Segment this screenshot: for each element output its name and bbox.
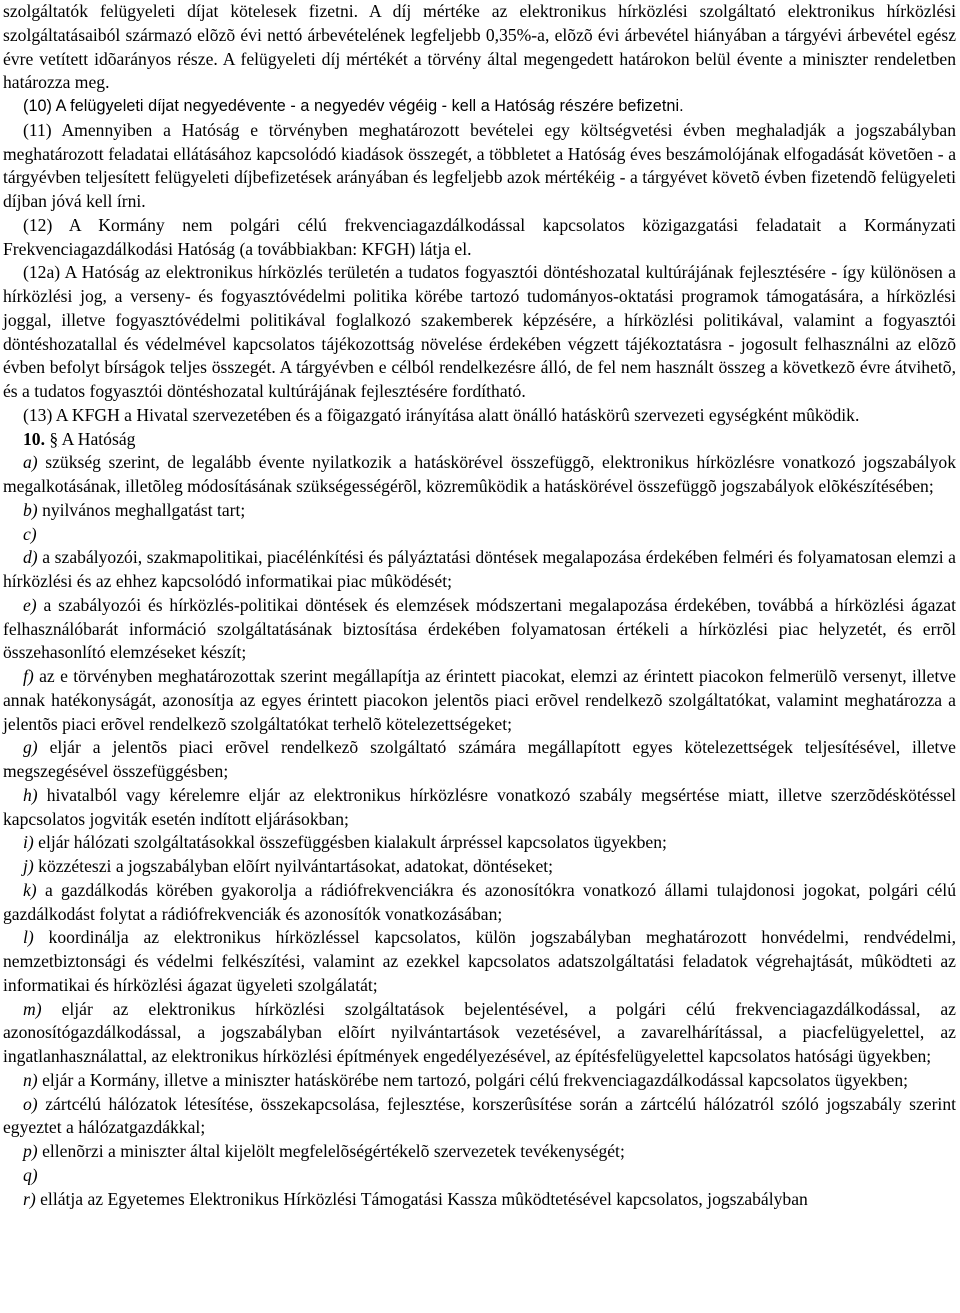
list-item-o [3,1093,956,1141]
item-letter: m) [23,998,42,1019]
item-text: koordinálja az elektronikus hírközléssel kapcsolatos, külön jogszabályban meghatározott honvédelmi, rendvédelmi, nemzetbiztonsági és védelmi felkészítési, valamint az ezekkel kapcsolatos adatszolgáltatási feladatok végrehajtását, mûködteti az informatikai és hírközlési ágazat ügyeleti szolgálatát; [3,927,956,995]
section-title: A Hatóság [61,428,136,449]
section-number: 10. [23,428,45,449]
item-letter: k) [23,879,37,900]
paragraph-11: (11) Amennyiben a Hatóság e törvényben meghatározott bevételei egy költségvetési évben meghaladják a jogszabályban meghatározott feladatai ellátásához kapcsolódó kiadások összegét, a többletet a Hatóság éves beszámolójának elfogadását követõen - a tárgyévben teljesített felügyeleti díjbefizetések arányában és legfeljebb azok mértékéig - a tárgyévet követõ évben fizetendõ felügyeleti díjban jóvá kell írni. [3,119,956,211]
item-text: eljár az elektronikus hírközlési szolgáltatások bejelentésével, a polgári célú frekvenciagazdálkodással, az azonosítógazdálkodással, a jogszabályban elõírt nyilvántartások vezetésével, a zavarelhárítással, a piacfelügyelettel, az ingatlanhasználattal, az elektronikus hírközlési építmények engedélyezésével, az építésfelügyelettel kapcsolatos hatósági ügyekben; [3,998,956,1066]
item-letter: c) [23,523,37,544]
list-item-k [3,879,956,927]
item-letter: i) [23,832,34,853]
item-letter: r) [23,1188,36,1209]
item-letter: o) [23,1093,38,1114]
item-letter: l) [23,927,34,948]
paragraph-continuation: szolgáltatók felügyeleti díjat kötelesek fizetni. A díj mértéke az elektronikus hírközlési szolgáltató elektronikus hírközlési szolgáltatásaiból származó elõzõ évi nettó árbevételének legfeljebb 0,35%-a, elõzõ évi árbevétel hiányában a tárgyévi árbevétel egész évre vetített idõarányos része. A felügyeleti díj mértékét a törvény által megengedett határokon belül évente a miniszter rendeletben határozza meg. [3,1,956,93]
item-text: közzéteszi a jogszabályban elõírt nyilvántartásokat, adatokat, döntéseket; [38,856,554,876]
item-letter: n) [23,1069,38,1090]
list-item-g [3,736,956,784]
list-item-d [3,546,956,594]
paragraph-10: (10) A felügyeleti díjat negyedévente - a negyedév végéig - kell a Hatóság részére befizetni. [23,97,684,115]
item-letter: q) [23,1164,38,1185]
item-text: zártcélú hálózatok létesítése, összekapcsolása, fejlesztése, korszerûsítése során a zártcélú hálózatról szóló jogszabály szerint egyeztet a hálózatgazdákkal; [3,1093,957,1138]
item-text: eljár hálózati szolgáltatásokkal összefüggésben kialakult árpréssel kapcsolatos ügyekben; [38,832,667,853]
list-item-h [3,784,956,832]
item-text: nyilvános meghallgatást tart; [42,499,246,520]
item-letter: h) [23,784,38,805]
list-item-f [3,665,956,736]
list-item-p [3,1140,956,1164]
list-item-b [3,499,956,523]
list-item-a [3,451,956,499]
item-text: eljár a Kormány, illetve a miniszter hatáskörébe nem tartozó, polgári célú frekvenciagazdálkodással kapcsolatos ügyekben; [42,1069,909,1090]
item-text: eljár a jelentõs piaci erõvel rendelkezõ szolgáltató számára megállapított egyes kötelezettségek teljesítésével, illetve megszegésével összefüggésben; [3,737,956,781]
list-item-q [3,1164,956,1188]
list-item-r [3,1188,956,1212]
section-heading [3,428,956,452]
paragraph-12a: (12a) A Hatóság az elektronikus hírközlés területén a tudatos fogyasztói döntéshozatal kultúrájának fejlesztésére - így különösen a hírközlési jog, a verseny- és fogyasztóvédelmi politika körébe tartozó tudományos-oktatási programok támogatására, a hírközlési joggal, illetve fogyasztóvédelmi politikával foglalkozó szakemberek képzésére, a hírközlési politikával, valamint a fogyasztói döntéshozatallal és védelmével kapcsolatos tájékozottság növelése érdekében végzett tájékoztatásra - jogosult felhasználni az elõzõ évben befolyt bírságok teljes összegét. A tárgyévben e célból rendelkezésre álló, de fel nem használt összeg a következõ évre átvihetõ, és a tudatos fogyasztói döntéshozatal kultúrájának fejlesztésére fordítható. [3,262,956,401]
item-text: a gazdálkodás körében gyakorolja a rádiófrekvenciákra és azonosítókra vonatkozó állami tulajdonosi jogokat, polgári célú gazdálkodást folytat a rádiófrekvenciák és azonosítók vonatkozásában; [3,879,956,924]
item-text: a szabályozói, szakmapolitikai, piacélénkítési és pályáztatási döntések megalapozása érdekében felméri és folyamatosan elemzi a hírközlési és az ehhez kapcsolódó informatikai piac mûködését; [3,547,956,591]
paragraph-13: (13) A KFGH a Hivatal szervezetében és a fõigazgató irányítása alatt önálló hatáskörû szervezeti egységként mûködik. [23,404,860,425]
item-text: az e törvényben meghatározottak szerint megállapítja az érintett piacokat, elemzi az érintett piacokon felmerülõ versenyt, illetve annak hatékonyságát, azonosítja az egyes érintett piacokon jelentõs piaci erõvel rendelkezõ szolgáltatókat, valamint meghatározza a jelentõs piaci erõvel rendelkezõ szolgáltatókat terhelõ kötelezettségeket; [3,666,956,734]
item-letter: b) [23,499,38,520]
item-letter: p) [23,1141,38,1161]
paragraph-12: (12) A Kormány nem polgári célú frekvenciagazdálkodással kapcsolatos közigazgatási feladatait a Kormányzati Frekvenciagazdálkodási Hatóság (a továbbiakban: KFGH) látja el. [3,214,956,259]
item-text: hivatalból vagy kérelemre eljár az elektronikus hírközlésre vonatkozó szabály megsértése miatt, illetve szerzõdéskötéssel kapcsolatos jogviták esetén indított eljárásokban; [3,784,957,829]
item-letter: g) [23,737,38,758]
item-text: ellátja az Egyetemes Elektronikus Hírközlési Támogatási Kassza mûködtetésével kapcsolatos, jogszabályban [40,1188,808,1209]
list-item-j [3,855,956,879]
item-text: szükség szerint, de legalább évente nyilatkozik a hatáskörével összefüggõ, elektronikus hírközlésre vonatkozó jogszabályok megalkotásának, illetõleg módosításának szükségességérõl, közremûködik a hatáskörével összefüggõ jogszabályok elõkészítésében; [3,452,956,496]
item-letter: f) [23,666,34,686]
item-letter: j) [23,856,34,876]
item-text: ellenõrzi a miniszter által kijelölt megfelelõségértékelõ szervezetek tevékenységét; [42,1141,625,1161]
list-item-e [3,594,956,665]
item-text: a szabályozói és hírközlés-politikai döntések és elemzések módszertani megalapozása érdekében, továbbá a hírközlési ágazat felhasználóbarát információ szolgáltatásának biztosítása érdekében folyamatosan értékeli a hírközlési piac helyzetét, és errõl összehasonlító elemzéseket készít; [3,594,956,663]
list-item-c [3,523,956,547]
list-item-i [3,831,956,855]
item-letter: a) [23,452,38,473]
section-symbol: § [49,428,59,449]
item-letter: e) [23,594,37,615]
list-item-l [3,926,956,997]
item-letter: d) [23,547,38,568]
list-item-m [3,998,956,1069]
list-item-n [3,1069,956,1093]
